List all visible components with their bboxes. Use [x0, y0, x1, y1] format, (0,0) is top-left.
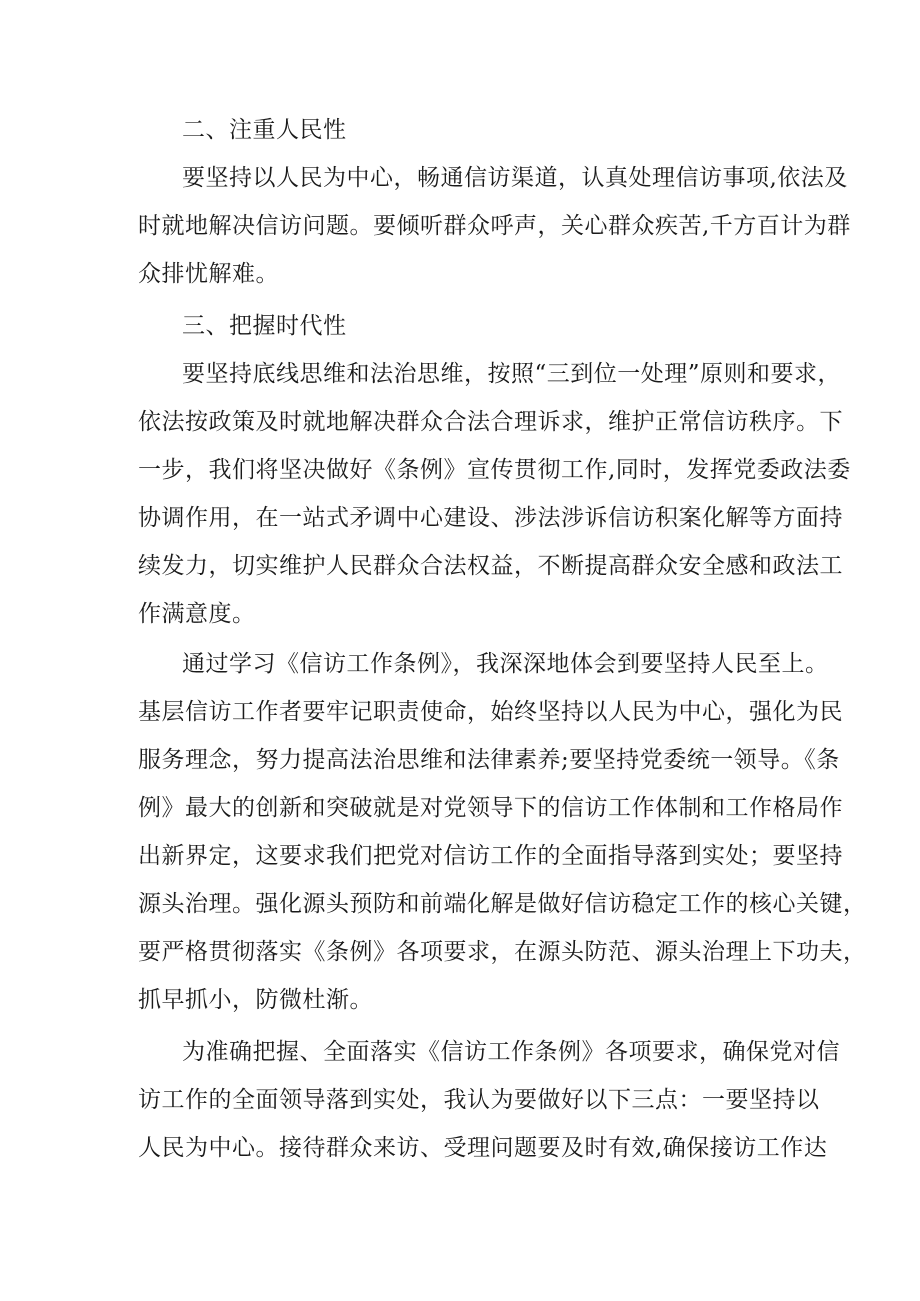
paragraph-line: 众排忧解难。	[138, 261, 279, 287]
paragraph-line: 协调作用，在一站式矛调中心建设、涉法涉诉信访积案化解等方面持	[138, 505, 843, 531]
paragraph-line: 时就地解决信访问题。要倾听群众呼声，关心群众疾苦,千方百计为群	[138, 213, 851, 239]
paragraph-line: 要坚持以人民为中心，畅通信访渠道，认真处理信访事项,依法及	[182, 165, 848, 191]
paragraph-line: 抓早抓小，防微杜渐。	[138, 987, 373, 1013]
paragraph-line: 源头治理。强化源头预防和前端化解是做好信访稳定工作的核心关键，	[138, 891, 867, 917]
paragraph-line: 基层信访工作者要牢记职责使命，始终坚持以人民为中心，强化为民	[138, 699, 843, 725]
paragraph-line: 依法按政策及时就地解决群众合法合理诉求，维护正常信访秩序。下	[138, 409, 843, 435]
paragraph-line: 人民为中心。接待群众来访、受理问题要及时有效,确保接访工作达	[138, 1135, 828, 1161]
paragraph-line: 作满意度。	[138, 601, 256, 627]
paragraph-line: 为准确把握、全面落实《信访工作条例》各项要求，确保党对信	[182, 1039, 840, 1065]
section-heading-2: 二、注重人民性	[182, 117, 347, 143]
paragraph-line: 一步，我们将坚决做好《条例》宣传贯彻工作,同时，发挥党委政法委	[138, 457, 851, 483]
paragraph-line: 访工作的全面领导落到实处，我认为要做好以下三点：一要坚持以	[138, 1087, 820, 1113]
section-heading-3: 三、把握时代性	[182, 313, 347, 339]
paragraph-line: 要坚持底线思维和法治思维，按照“三到位一处理”原则和要求，	[182, 361, 842, 387]
paragraph-line: 续发力，切实维护人民群众合法权益，不断提高群众安全感和政法工	[138, 553, 843, 579]
paragraph-line: 通过学习《信访工作条例》，我深深地体会到要坚持人民至上。	[182, 651, 829, 677]
paragraph-line: 出新界定，这要求我们把党对信访工作的全面指导落到实处；要坚持	[138, 843, 843, 869]
paragraph-line: 例》最大的创新和突破就是对党领导下的信访工作体制和工作格局作	[138, 795, 843, 821]
paragraph-line: 服务理念，努力提高法治思维和法律素养;要坚持党委统一领导。《条	[138, 747, 840, 773]
paragraph-line: 要严格贯彻落实《条例》各项要求，在源头防范、源头治理上下功夫，	[138, 939, 867, 965]
